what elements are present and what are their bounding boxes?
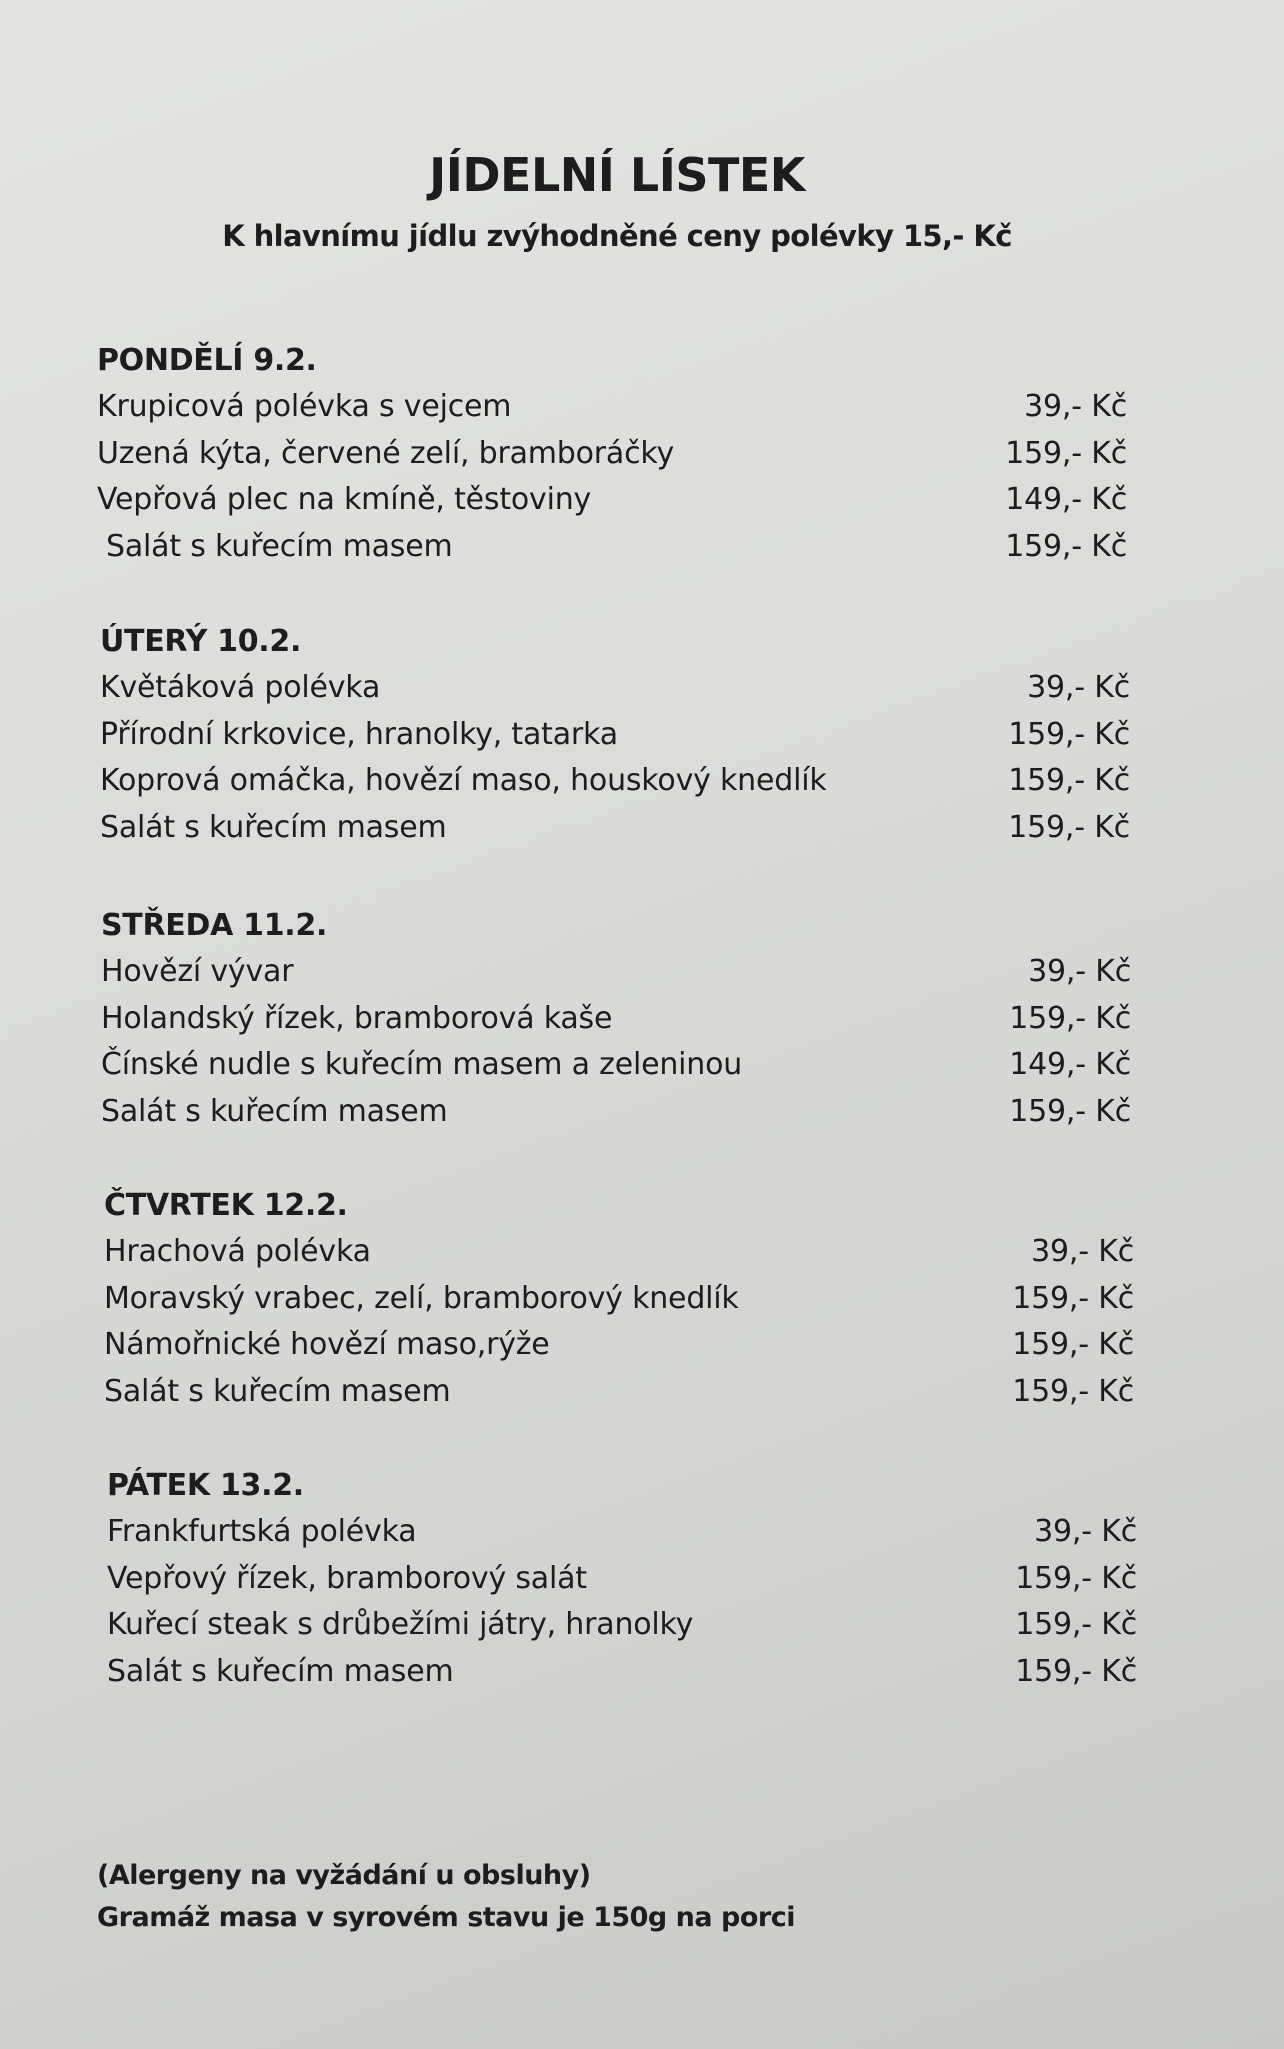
menu-item [97,384,1137,431]
item-price: 159,- Kč [1005,435,1127,471]
item-price: 39,- Kč [1027,670,1130,705]
allergens-note: (Alergeny na vyžádání u obsluhy) [97,1860,591,1891]
item-name: Uzená kýta, červené zelí, bramboráčky [97,435,675,471]
item-name: Námořnické hovězí maso,rýže [104,1327,550,1362]
item-price: 159,- Kč [1009,1000,1131,1036]
item-price: 159,- Kč [1005,528,1127,564]
item-price: 159,- Kč [1008,763,1130,798]
item-name: Vepřová plec na kmíně, těstoviny [97,482,592,517]
day-heading: ČTVRTEK 12.2. [104,1188,348,1223]
item-price: 39,- Kč [1028,954,1131,989]
item-price: 159,- Kč [1012,1280,1134,1316]
item-name: Kuřecí steak s drůbežími játry, hranolky [107,1607,694,1642]
item-name: Salát s kuřecím masem [101,1093,448,1129]
menu-item [97,524,1137,571]
menu-item [100,805,1140,852]
menu-item [104,1276,1144,1323]
meat-weight-note: Gramáž masa v syrovém stavu je 150g na porci [97,1902,795,1933]
menu-item [101,996,1141,1043]
menu-item [107,1509,1147,1556]
item-price: 159,- Kč [1012,1327,1134,1362]
item-price: 159,- Kč [1009,1093,1131,1129]
day-section-wednesday [101,903,1141,1135]
item-name: Koprová omáčka, hovězí maso, houskový knedlík [100,763,827,798]
day-heading: PÁTEK 13.2. [107,1468,304,1503]
day-section-thursday [104,1183,1144,1415]
item-name: Salát s kuřecím masem [104,1373,451,1409]
item-name: Salát s kuřecím masem [107,1653,454,1689]
item-price: 159,- Kč [1015,1653,1137,1689]
item-price: 159,- Kč [1008,716,1130,752]
item-name: Hovězí vývar [101,954,294,989]
item-price: 149,- Kč [1009,1047,1131,1082]
menu-item [97,477,1137,524]
menu-subtitle: K hlavnímu jídlu zvýhodněné ceny polévky 15,- Kč [222,219,1012,253]
item-name: Frankfurtská polévka [107,1514,417,1549]
item-price: 39,- Kč [1024,389,1127,424]
menu-footer [97,1855,795,1939]
menu-item [104,1229,1144,1276]
item-name: Salát s kuřecím masem [100,809,447,845]
item-name: Salát s kuřecím masem [106,528,453,564]
item-name: Květáková polévka [100,670,381,705]
menu-item [101,949,1141,996]
day-heading: STŘEDA 11.2. [101,908,328,943]
menu-item [100,665,1140,712]
day-section-tuesday [100,619,1140,851]
menu-item [100,758,1140,805]
menu-item [104,1322,1144,1369]
day-heading: ÚTERÝ 10.2. [100,624,302,659]
item-name: Čínské nudle s kuřecím masem a zeleninou [101,1047,743,1082]
menu-item [100,712,1140,759]
item-name: Přírodní krkovice, hranolky, tatarka [100,716,618,752]
menu-item [97,431,1137,478]
day-section-friday [107,1463,1147,1695]
item-price: 39,- Kč [1031,1234,1134,1269]
item-price: 159,- Kč [1015,1560,1137,1596]
menu-item [104,1369,1144,1416]
item-price: 159,- Kč [1012,1373,1134,1409]
menu-item [101,1042,1141,1089]
menu-title: JÍDELNÍ LÍSTEK [429,148,805,202]
menu-item [107,1556,1147,1603]
item-price: 159,- Kč [1015,1607,1137,1642]
item-price: 149,- Kč [1005,482,1127,517]
item-price: 159,- Kč [1008,809,1130,845]
day-heading: PONDĚLÍ 9.2. [97,343,317,378]
item-name: Vepřový řízek, bramborový salát [107,1560,587,1596]
item-name: Moravský vrabec, zelí, bramborový knedlík [104,1280,739,1316]
menu-item [107,1602,1147,1649]
item-name: Holandský řízek, bramborová kaše [101,1000,613,1036]
day-section-monday [97,338,1137,570]
menu-item [107,1649,1147,1696]
item-name: Hrachová polévka [104,1234,371,1269]
menu-item [101,1089,1141,1136]
item-name: Krupicová polévka s vejcem [97,389,512,424]
item-price: 39,- Kč [1034,1514,1137,1549]
